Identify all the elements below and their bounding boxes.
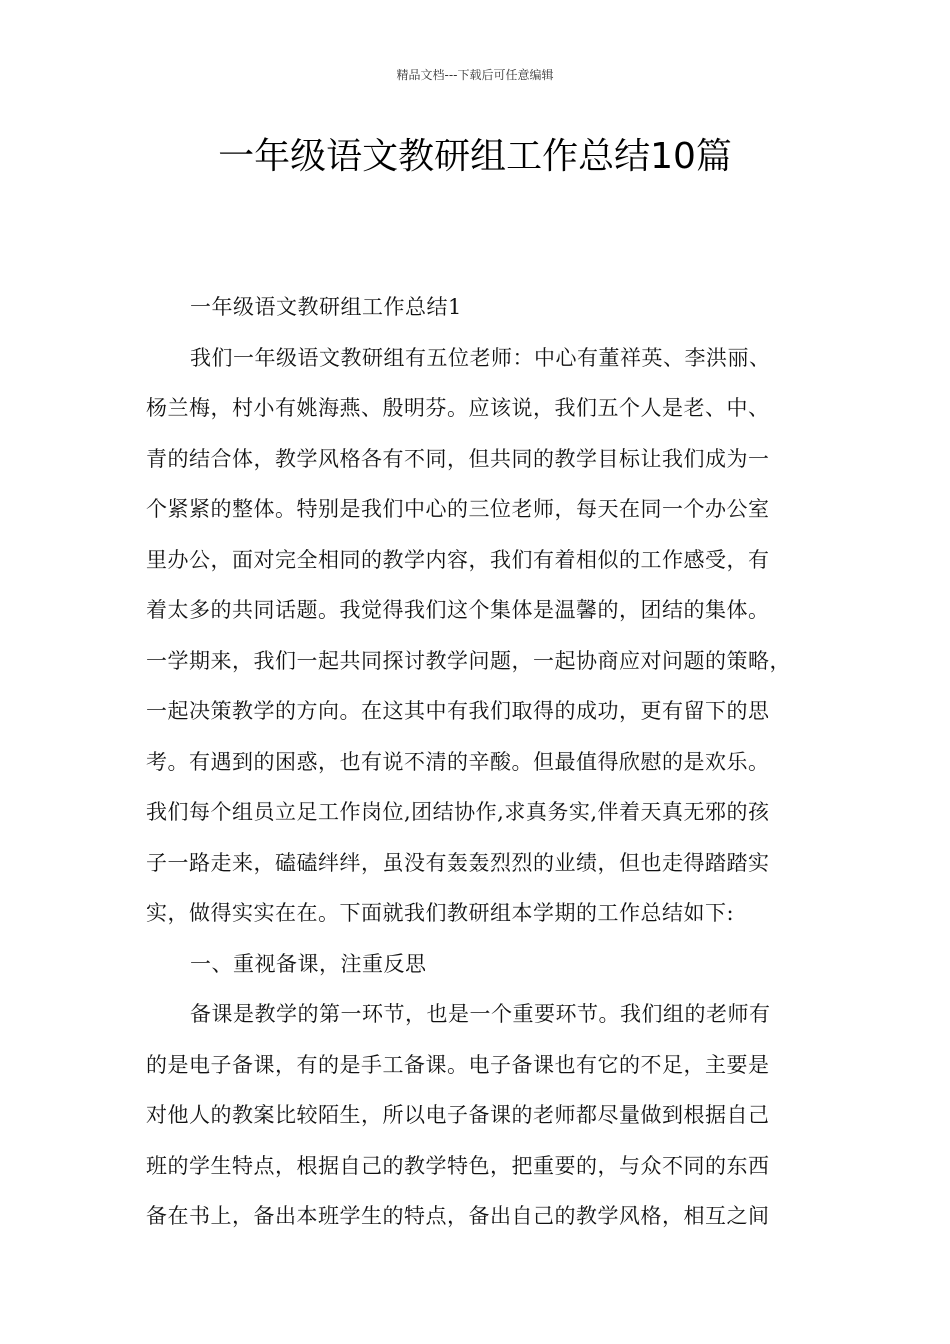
paragraph-intro: 我们一年级语文教研组有五位老师：中心有董祥英、李洪丽、 杨兰梅，村小有姚海燕、殷明芬。应该说，我们五个人是老、中、 青的结合体，教学风格各有不同，但共同的教学目标让我们成为一 个紧紧的整体。特别是我们中心的三位老师，每天在同一个办公室 里办公，面对完全相同的教学内容，我们有着相似的工作感受，有 着太多的共同话题。我觉得我们这个集体是温馨的，团结的集体。 一学期来，我们一起共同探讨教学问题，一起协商应对问题的策略， 一起决策教学的方向。在这其中有我们取得的成功，更有留下的思 考。有遇到的困惑，也有说不清的辛酸。但最值得欣慰的是欢乐。 我们每个组员立足工作岗位,团结协作,求真务实,伴着天真无邪的孩 子一路走来，磕磕绊绊，虽没有轰轰烈烈的业绩，但也走得踏踏实 实，做得实实在在。下面就我们教研组本学期的工作总结如下:: [146, 345, 791, 925]
document-body: [146, 282, 806, 1242]
paragraph-preparation: 备课是教学的第一环节，也是一个重要环节。我们组的老师有 的是电子备课，有的是手工备课。电子备课也有它的不足，主要是 对他人的教案比较陌生，所以电子备课的老师都尽量做到根据自己 班的学生特点，根据自己的教学特色，把重要的，与众不同的东西 备在书上，备出本班学生的特点，备出自己的教学风格，相互之间: [146, 1002, 771, 1228]
section-heading: 一年级语文教研组工作总结1: [190, 295, 462, 319]
subheading-preparation: 一、重视备课，注重反思: [190, 951, 427, 976]
header-note: 精品文档---下载后可任意编辑: [396, 68, 554, 82]
document-title: 一年级语文教研组工作总结10篇: [218, 136, 732, 177]
